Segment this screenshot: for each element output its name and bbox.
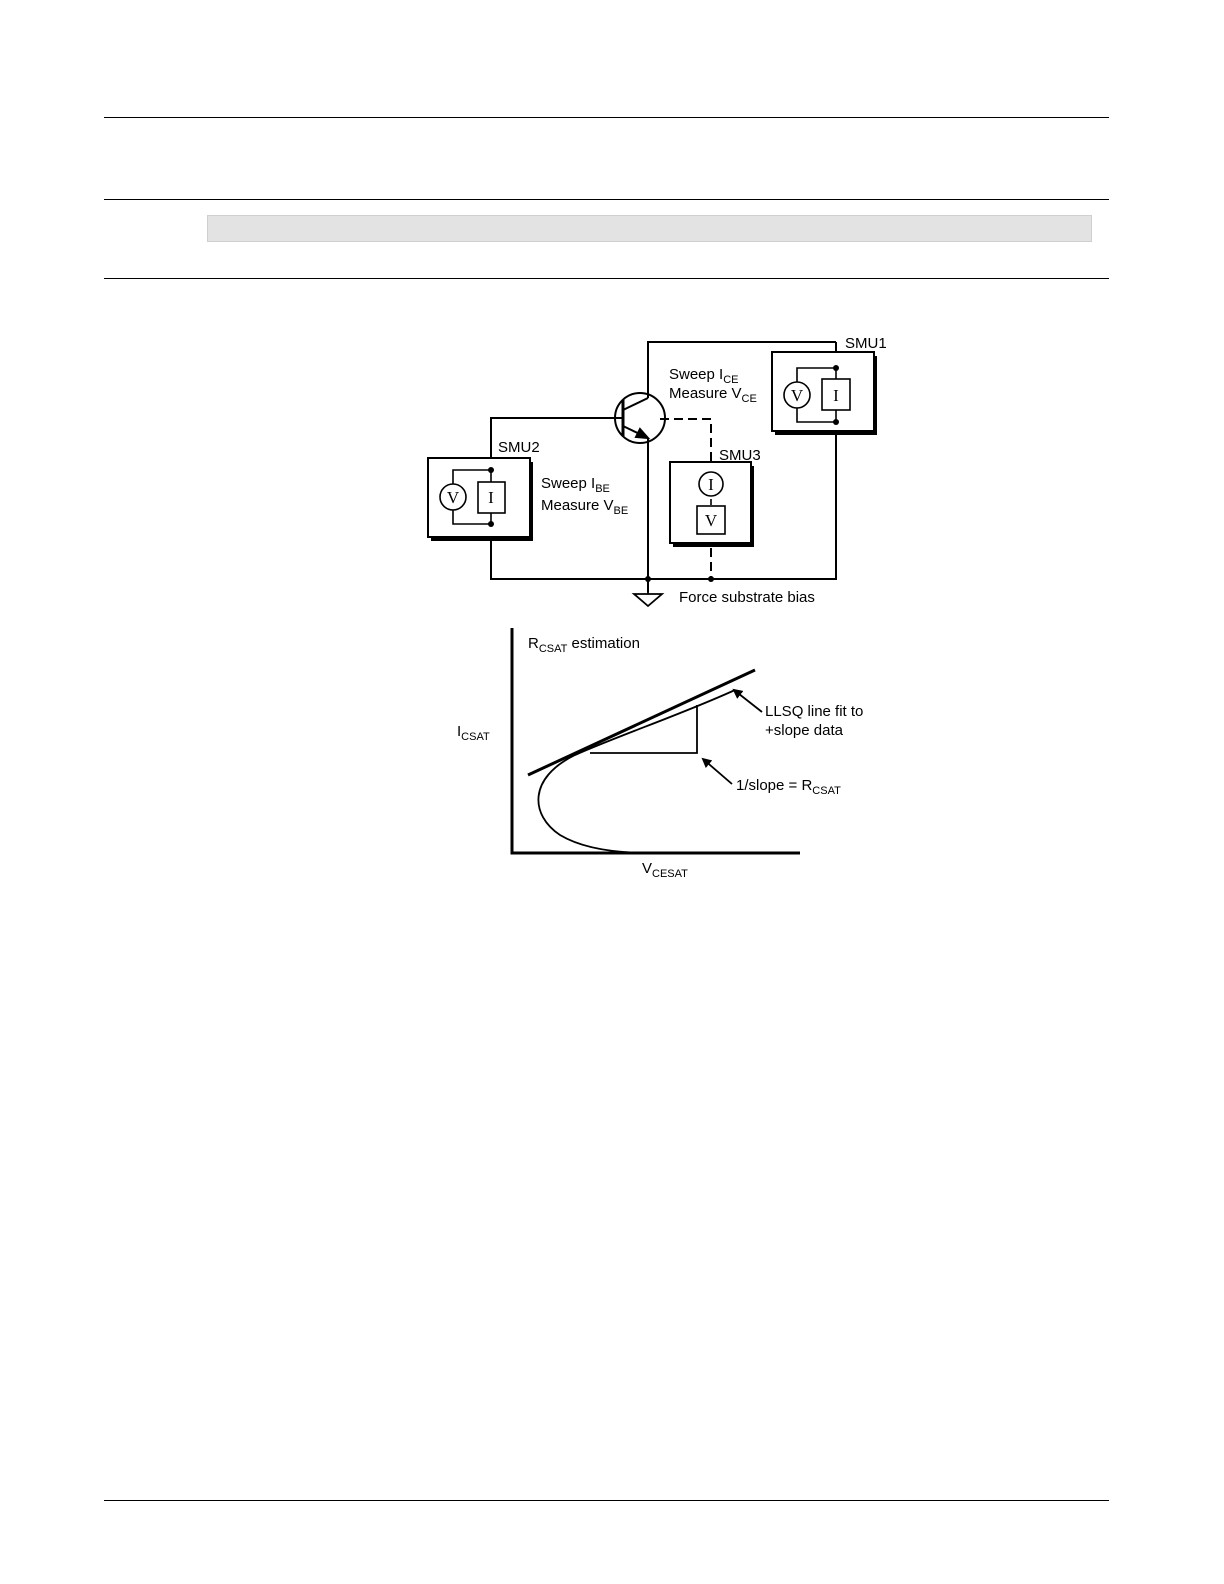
smu3-box	[670, 462, 754, 547]
graph-axes	[512, 628, 800, 853]
fit-annotation-arrow	[734, 690, 762, 712]
collector-measure-label: Measure $V_{CE}$	[669, 385, 757, 405]
llsq-fit-line	[528, 670, 755, 775]
smu2-label: SMU2	[498, 439, 540, 456]
smu1-voltmeter-label: V	[790, 386, 804, 405]
npn-transistor	[615, 393, 665, 443]
slope-annotation-arrow	[703, 759, 732, 784]
smu3-current-meter-label: I	[708, 475, 714, 494]
rcsat-graph	[512, 628, 800, 853]
smu3-voltage-source-label: V	[704, 511, 718, 530]
slope-annotation: 1/slope = $R_{CSAT}$	[736, 777, 841, 797]
smu2-current-source-label: I	[488, 488, 494, 507]
smu2-box	[428, 458, 533, 541]
substrate-bias-label: Force substrate bias	[679, 589, 815, 606]
base-measure-label: Measure $V_{BE}$	[541, 497, 629, 517]
fit-annotation-line1: LLSQ line fit to	[765, 703, 864, 720]
base-sweep-label: Sweep $I_{BE}$	[541, 475, 610, 495]
smu1-label: SMU1	[845, 335, 887, 352]
smu3-label: SMU3	[719, 447, 761, 464]
collector-sweep-label: Sweep $I_{CE}$	[669, 366, 739, 386]
smu2-voltmeter-label: V	[446, 488, 460, 507]
smu1-current-source-label: I	[833, 386, 839, 405]
graph-title: $R_{CSAT}$ estimation	[528, 635, 640, 655]
smu1-box	[772, 352, 877, 435]
ground-icon	[634, 592, 662, 606]
y-axis-label: $I_{CSAT}$	[457, 723, 490, 743]
fit-annotation-line2: +slope data	[765, 722, 843, 739]
x-axis-label: $V_{CESAT}$	[642, 860, 688, 880]
characteristic-curve	[538, 690, 735, 853]
